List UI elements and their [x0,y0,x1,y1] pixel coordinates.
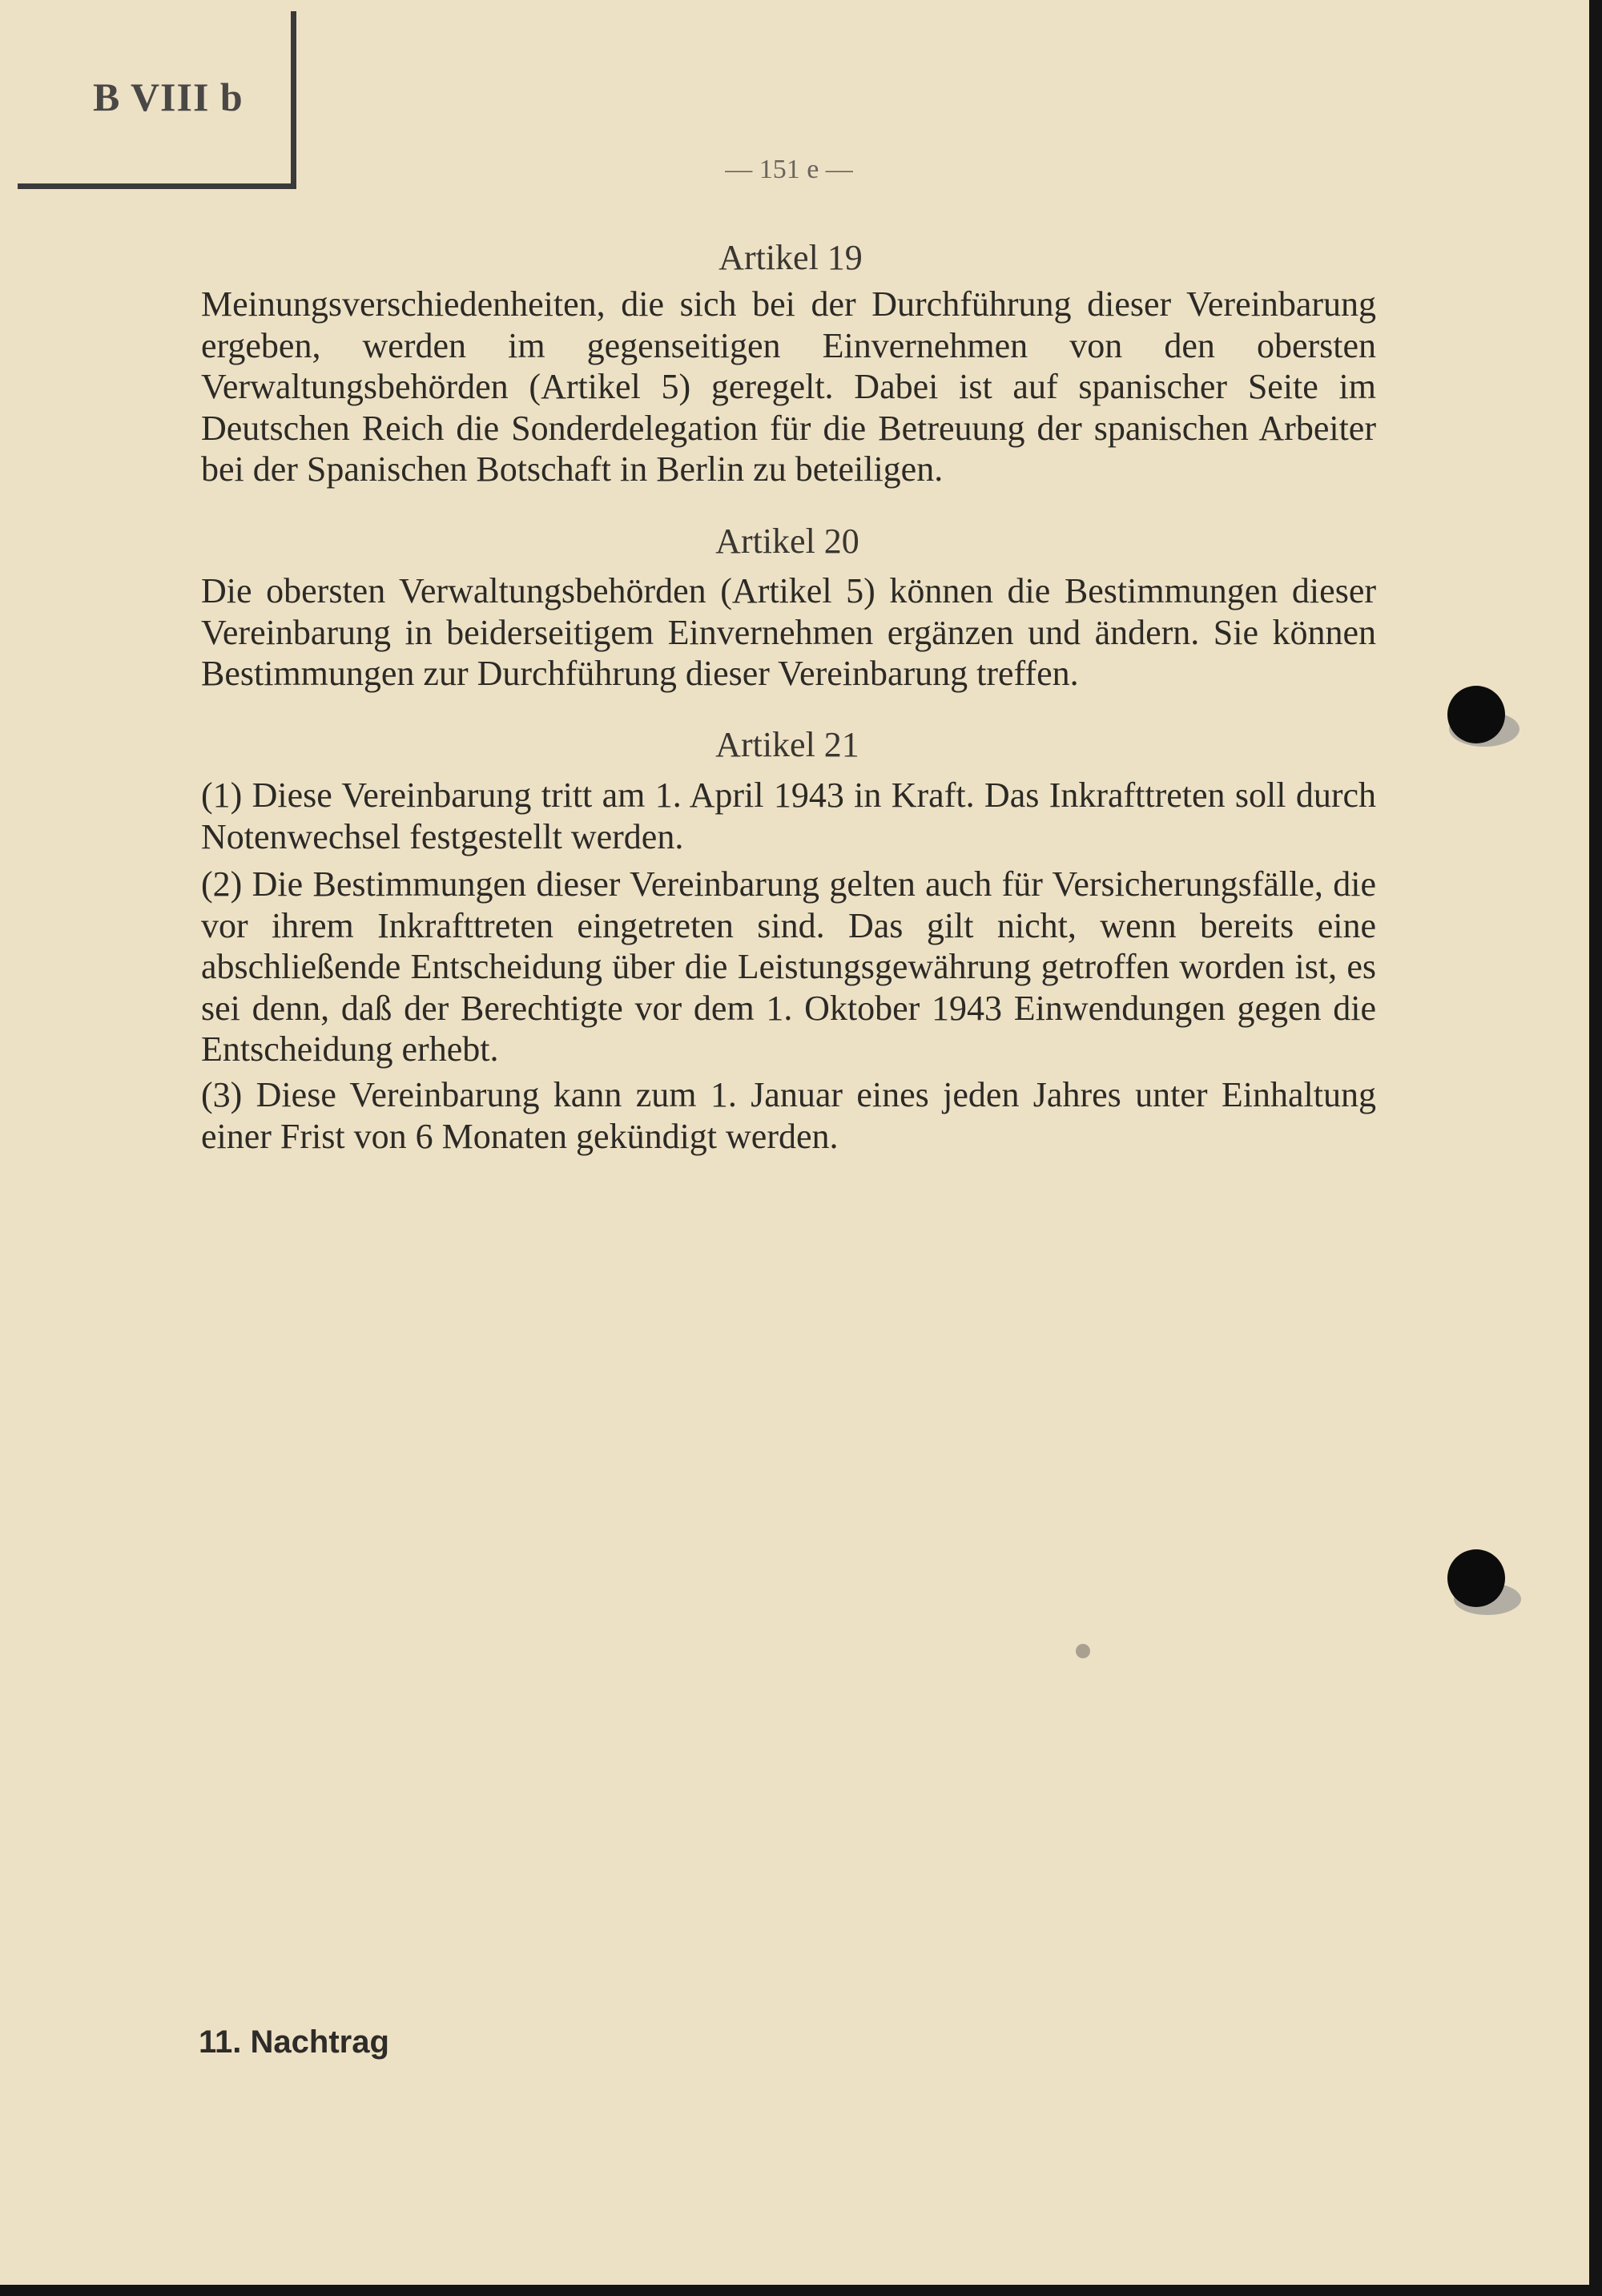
archive-box-label [18,11,296,189]
article-19-paragraph: Meinungsverschiedenheiten, die sich bei der Durchführung dieser Vereinbarung ergeben, werden im gegenseitigen Einvernehmen von den obersten Verwaltungsbehörden (Artikel 5) geregelt. Dabei ist auf spanischer Seite im Deutschen Reich die Sonderdelegation für die Betreuung der spanischen Arbeiter bei der Spanischen Botschaft in Berlin zu beteiligen. [201,284,1376,489]
supplement-label: 11. Nachtrag [199,2024,389,2060]
punch-hole-upper [1438,681,1534,769]
article-19-title: Artikel 19 [718,238,863,277]
scan-border-bottom [0,2285,1602,2296]
article-21-paragraph-2: (2) Die Bestimmungen dieser Vereinbarung gelten auch für Versicherungsfälle, die vor ihrem Inkrafttreten eingetreten sind. Das gilt nicht, wenn bereits eine abschließende Entscheidung über die Leistungsgewährung getroffen worden ist, es sei denn, daß der Berechtigte vor dem 1. Oktober 1943 Einwendungen gegen die Entscheidung erhebt. [201,864,1376,1069]
page-number: — 151 e — [725,155,853,184]
article-21-title: Artikel 21 [715,725,859,764]
article-21-paragraph-3: (3) Diese Vereinbarung kann zum 1. Januar eines jeden Jahres unter Einhaltung einer Frist von 6 Monaten gekündigt werden. [201,1075,1376,1156]
scan-border-right [1589,0,1602,2296]
box-label-text: B VIII b [93,75,244,119]
article-20-title: Artikel 20 [715,522,859,561]
punch-hole-lower [1438,1545,1534,1633]
paper-spot [1071,1639,1095,1663]
article-21-paragraph-1: (1) Diese Vereinbarung tritt am 1. April 1943 in Kraft. Das Inkrafttreten soll durch Notenwechsel festgestellt werden. [201,775,1376,856]
article-20-paragraph: Die obersten Verwaltungsbehörden (Artikel 5) können die Bestimmungen dieser Vereinbarung in beiderseitigem Einvernehmen ergänzen und ändern. Sie können Bestimmungen zur Durchführung dieser Vereinbarung treffen. [201,571,1376,693]
